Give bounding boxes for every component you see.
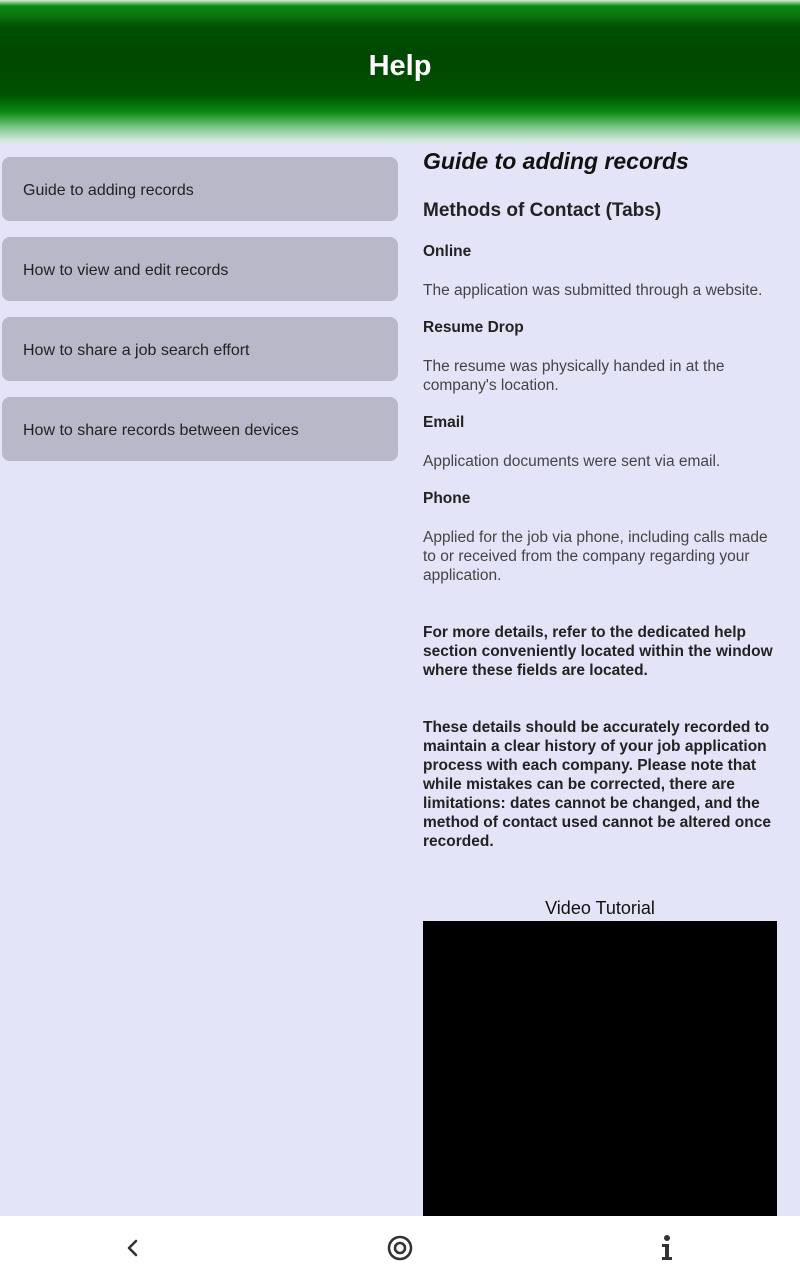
method-term: Email: [423, 414, 465, 431]
section-title: Methods of Contact (Tabs): [423, 200, 662, 221]
content-title: Guide to adding records: [423, 148, 689, 174]
bottom-nav-bar: [0, 1216, 800, 1280]
method-description: Application documents were sent via email.: [423, 453, 721, 470]
method-description: The resume was physically handed in at the company's location.: [423, 358, 725, 394]
app-header: [0, 0, 800, 145]
details-note: For more details, refer to the dedicated help section conveniently located within the window where these fields are located.: [423, 624, 773, 679]
accuracy-note: These details should be accurately recorded to maintain a clear history of your job application process with each company. Please note that while mistakes can be corrected, there are limitations: dates cannot be changed, and the method of contact used cannot be altered once recorded.: [423, 719, 771, 850]
method-term: Resume Drop: [423, 319, 524, 336]
topic-guide-adding-records[interactable]: Guide to adding records: [2, 157, 398, 221]
help-topics-sidebar: [2, 157, 398, 477]
topic-share-between-devices[interactable]: How to share records between devices: [2, 397, 398, 461]
method-term: Phone: [423, 490, 471, 507]
topic-share-job-search[interactable]: How to share a job search effort: [2, 317, 398, 381]
video-tutorial-label: Video Tutorial: [545, 898, 655, 918]
method-description: The application was submitted through a website.: [423, 282, 763, 299]
info-icon[interactable]: [647, 1228, 687, 1268]
video-player[interactable]: [423, 921, 777, 1216]
method-term: Online: [423, 243, 472, 260]
back-icon[interactable]: [113, 1228, 153, 1268]
page-title: Help: [368, 50, 432, 82]
home-icon[interactable]: [380, 1228, 420, 1268]
method-description: Applied for the job via phone, including calls made to or received from the company regarding your application.: [423, 529, 768, 584]
topic-view-edit-records[interactable]: How to view and edit records: [2, 237, 398, 301]
